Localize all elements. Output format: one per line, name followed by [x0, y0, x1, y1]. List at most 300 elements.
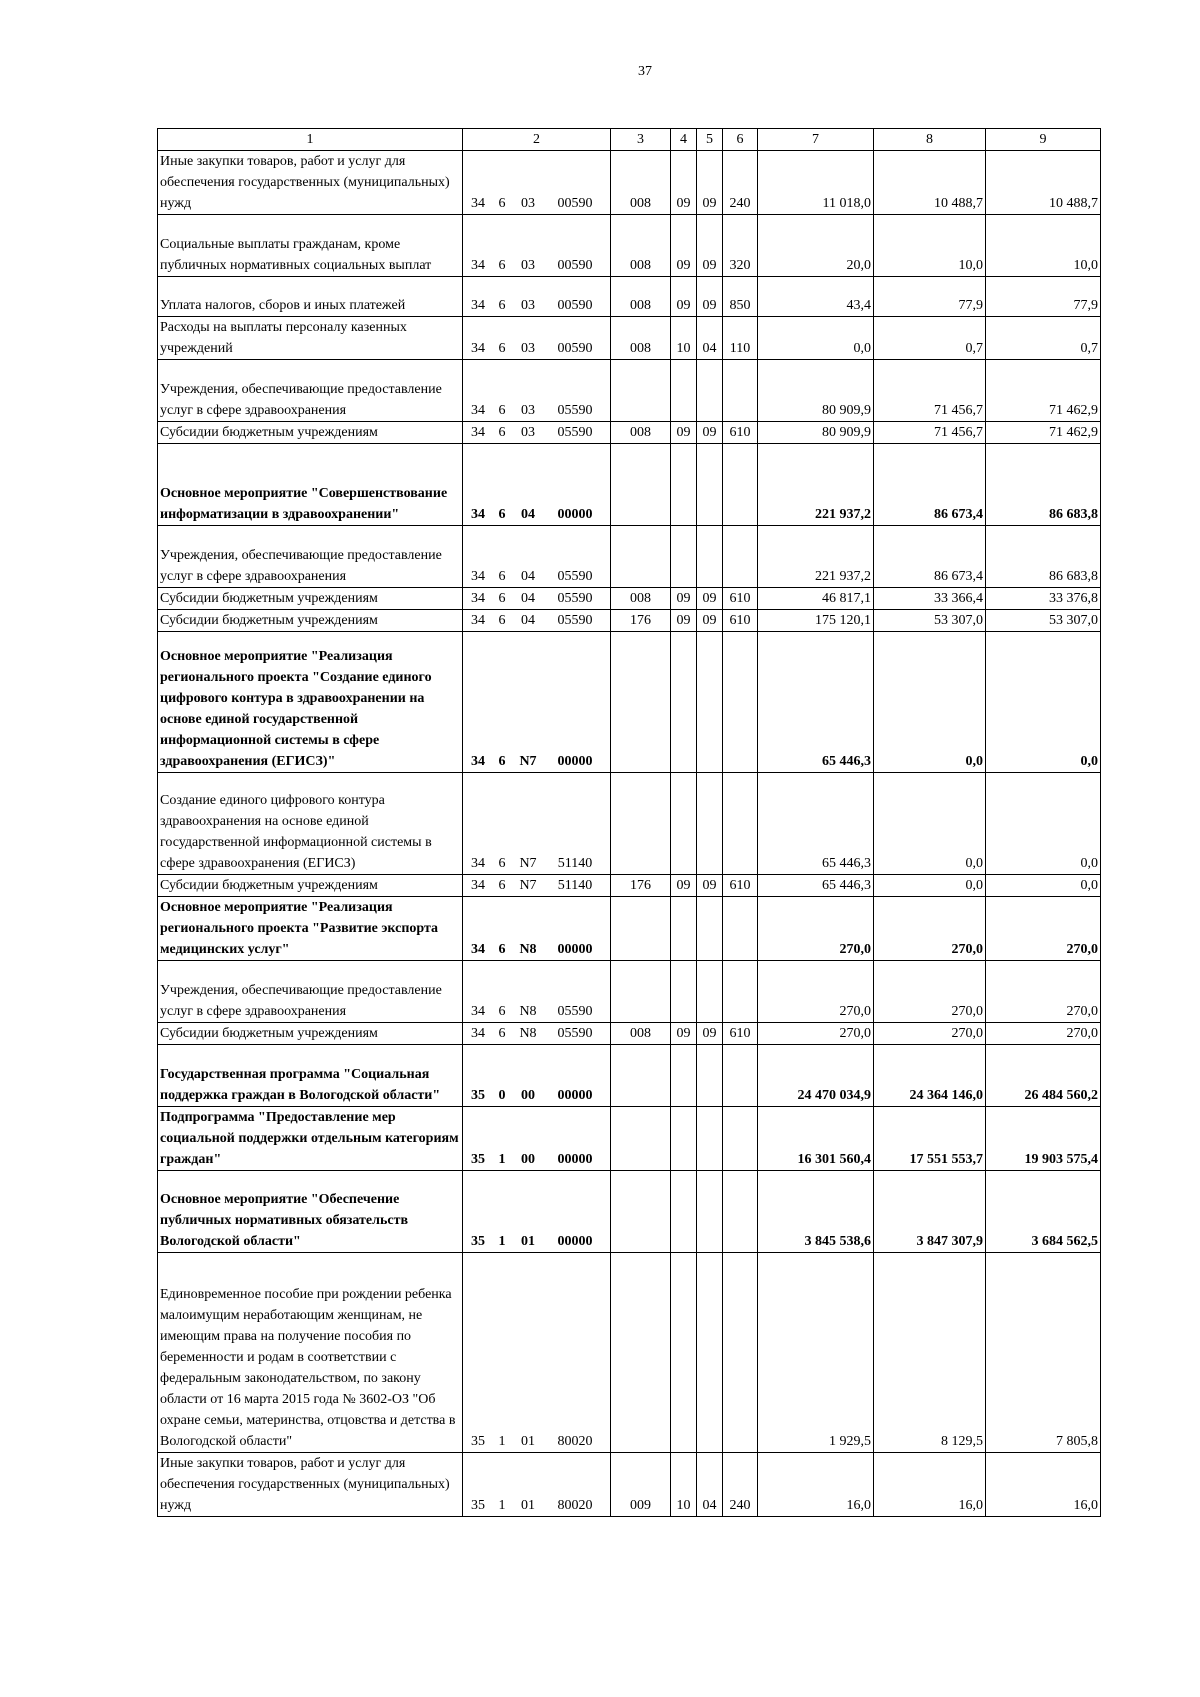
budget-code-cell [463, 588, 611, 610]
row-name-cell: Учреждения, обеспечивающие предоставление услуг в сфере здравоохранения [158, 526, 463, 588]
table-row [158, 773, 1101, 875]
code-segment: 01 [521, 1434, 535, 1449]
amount-cell-7: 46 817,1 [758, 588, 874, 610]
subsection-cell [697, 961, 723, 1023]
section-cell: 10 [671, 317, 697, 360]
subsection-cell: 09 [697, 277, 723, 317]
code-segment: 34 [471, 1026, 485, 1041]
section-cell: 09 [671, 151, 697, 215]
amount-cell-8: 270,0 [874, 1023, 986, 1045]
row-name-cell: Единовременное пособие при рождении ребенка малоимущим неработающим женщинам, не имеющим права на получение пособия по беременности и родам в соответствии с федеральным законодательством, по закону области от 16 марта 2015 года № 3602-ОЗ "Об охране семьи, материнства, отцовства и детства в Вологодской области" [158, 1253, 463, 1453]
table-row [158, 961, 1101, 1023]
code-segment: 51140 [557, 856, 593, 871]
subsection-cell [697, 632, 723, 773]
code-segment: 6 [498, 942, 506, 957]
amount-cell-7: 270,0 [758, 897, 874, 961]
department-cell: 008 [611, 1023, 671, 1045]
code-segment: 00000 [557, 754, 593, 769]
budget-code-cell [463, 610, 611, 632]
subsection-cell [697, 526, 723, 588]
code-segment: 05590 [557, 591, 593, 606]
amount-cell-7: 175 120,1 [758, 610, 874, 632]
section-cell [671, 1107, 697, 1171]
amount-cell-8: 8 129,5 [874, 1253, 986, 1453]
row-name-cell: Субсидии бюджетным учреждениям [158, 875, 463, 897]
amount-cell-8: 0,0 [874, 875, 986, 897]
code-segment: 03 [521, 341, 535, 356]
code-segment: 35 [471, 1498, 485, 1513]
row-name-cell: Иные закупки товаров, работ и услуг для обеспечения государственных (муниципальных) нужд [158, 1453, 463, 1517]
code-segment: 6 [498, 298, 506, 313]
department-cell: 008 [611, 317, 671, 360]
amount-cell-9: 77,9 [986, 277, 1101, 317]
code-segment: 00000 [557, 1088, 593, 1103]
table-row [158, 1107, 1101, 1171]
subsection-cell [697, 1107, 723, 1171]
amount-cell-7: 16 301 560,4 [758, 1107, 874, 1171]
row-name-cell: Субсидии бюджетным учреждениям [158, 422, 463, 444]
department-cell [611, 360, 671, 422]
section-cell [671, 444, 697, 526]
department-cell [611, 961, 671, 1023]
code-segment: 0 [498, 1088, 506, 1103]
code-segment: 00000 [557, 507, 593, 522]
code-segment: 80020 [557, 1498, 593, 1513]
amount-cell-8: 24 364 146,0 [874, 1045, 986, 1107]
code-segment: 00590 [557, 258, 593, 273]
subsection-cell [697, 1045, 723, 1107]
amount-cell-7: 43,4 [758, 277, 874, 317]
row-name-cell: Уплата налогов, сборов и иных платежей [158, 277, 463, 317]
code-segment: 6 [498, 1004, 506, 1019]
section-cell: 09 [671, 875, 697, 897]
subsection-cell: 04 [697, 1453, 723, 1517]
expense-type-cell [723, 1171, 758, 1253]
budget-code-cell [463, 317, 611, 360]
amount-cell-7: 1 929,5 [758, 1253, 874, 1453]
column-header: 4 [671, 129, 697, 151]
table-row [158, 1171, 1101, 1253]
section-cell [671, 360, 697, 422]
code-segment: 35 [471, 1234, 485, 1249]
table-row [158, 422, 1101, 444]
amount-cell-7: 270,0 [758, 1023, 874, 1045]
row-name-cell: Учреждения, обеспечивающие предоставление услуг в сфере здравоохранения [158, 360, 463, 422]
amount-cell-7: 11 018,0 [758, 151, 874, 215]
budget-code-cell [463, 360, 611, 422]
code-segment: 6 [498, 196, 506, 211]
expense-type-cell: 110 [723, 317, 758, 360]
amount-cell-8: 3 847 307,9 [874, 1171, 986, 1253]
code-segment: N8 [519, 942, 537, 957]
amount-cell-8: 86 673,4 [874, 526, 986, 588]
section-cell: 10 [671, 1453, 697, 1517]
table-row [158, 610, 1101, 632]
amount-cell-9: 26 484 560,2 [986, 1045, 1101, 1107]
subsection-cell: 09 [697, 610, 723, 632]
code-segment: 05590 [557, 569, 593, 584]
amount-cell-9: 86 683,8 [986, 526, 1101, 588]
subsection-cell: 09 [697, 422, 723, 444]
code-segment: 34 [471, 298, 485, 313]
code-segment: N8 [519, 1026, 537, 1041]
code-segment: 35 [471, 1088, 485, 1103]
budget-code-cell [463, 215, 611, 277]
table-row [158, 444, 1101, 526]
code-segment: 6 [498, 878, 506, 893]
table-row [158, 897, 1101, 961]
code-segment: 6 [498, 507, 506, 522]
amount-cell-9: 0,0 [986, 773, 1101, 875]
code-segment: 34 [471, 569, 485, 584]
table-row [158, 526, 1101, 588]
code-segment: 00590 [557, 298, 593, 313]
code-segment: 6 [498, 403, 506, 418]
budget-code-cell [463, 961, 611, 1023]
amount-cell-9: 10 488,7 [986, 151, 1101, 215]
code-segment: 01 [521, 1234, 535, 1249]
department-cell [611, 526, 671, 588]
amount-cell-8: 71 456,7 [874, 422, 986, 444]
code-segment: 34 [471, 341, 485, 356]
row-name-cell: Основное мероприятие "Реализация регионального проекта "Развитие экспорта медицинских услуг" [158, 897, 463, 961]
code-segment: 00 [521, 1152, 535, 1167]
row-name-cell: Расходы на выплаты персоналу казенных учреждений [158, 317, 463, 360]
code-segment: 34 [471, 507, 485, 522]
code-segment: 34 [471, 258, 485, 273]
department-cell [611, 897, 671, 961]
expense-type-cell [723, 444, 758, 526]
code-segment: 1 [498, 1434, 506, 1449]
subsection-cell [697, 897, 723, 961]
budget-code-cell [463, 444, 611, 526]
expense-type-cell [723, 360, 758, 422]
column-header: 5 [697, 129, 723, 151]
code-segment: 03 [521, 425, 535, 440]
expense-type-cell: 240 [723, 151, 758, 215]
expense-type-cell: 610 [723, 422, 758, 444]
amount-cell-7: 80 909,9 [758, 422, 874, 444]
code-segment: 34 [471, 856, 485, 871]
amount-cell-9: 270,0 [986, 897, 1101, 961]
amount-cell-9: 7 805,8 [986, 1253, 1101, 1453]
department-cell [611, 632, 671, 773]
amount-cell-7: 65 446,3 [758, 773, 874, 875]
table-row [158, 277, 1101, 317]
code-segment: 80020 [557, 1434, 593, 1449]
table-row [158, 317, 1101, 360]
table-row [158, 215, 1101, 277]
section-cell [671, 526, 697, 588]
code-segment: 34 [471, 754, 485, 769]
expense-type-cell [723, 1045, 758, 1107]
code-segment: 03 [521, 298, 535, 313]
column-header: 7 [758, 129, 874, 151]
department-cell [611, 444, 671, 526]
section-cell [671, 773, 697, 875]
amount-cell-9: 0,7 [986, 317, 1101, 360]
expense-type-cell: 610 [723, 875, 758, 897]
subsection-cell [697, 360, 723, 422]
section-cell [671, 961, 697, 1023]
expense-type-cell [723, 1253, 758, 1453]
table-row [158, 151, 1101, 215]
amount-cell-7: 16,0 [758, 1453, 874, 1517]
amount-cell-7: 80 909,9 [758, 360, 874, 422]
subsection-cell [697, 1253, 723, 1453]
row-name-cell: Социальные выплаты гражданам, кроме публичных нормативных социальных выплат [158, 215, 463, 277]
table-row [158, 1253, 1101, 1453]
code-segment: 34 [471, 613, 485, 628]
code-segment: 6 [498, 591, 506, 606]
table-row [158, 1023, 1101, 1045]
budget-code-cell [463, 1045, 611, 1107]
page-number: 37 [638, 64, 652, 79]
code-segment: 00000 [557, 942, 593, 957]
amount-cell-9: 71 462,9 [986, 422, 1101, 444]
code-segment: 1 [498, 1234, 506, 1249]
code-segment: 05590 [557, 1004, 593, 1019]
amount-cell-8: 0,7 [874, 317, 986, 360]
row-name-cell: Иные закупки товаров, работ и услуг для обеспечения государственных (муниципальных) нужд [158, 151, 463, 215]
budget-code-cell [463, 897, 611, 961]
amount-cell-8: 33 366,4 [874, 588, 986, 610]
amount-cell-8: 71 456,7 [874, 360, 986, 422]
amount-cell-8: 17 551 553,7 [874, 1107, 986, 1171]
subsection-cell [697, 444, 723, 526]
amount-cell-9: 270,0 [986, 1023, 1101, 1045]
code-segment: N7 [519, 856, 537, 871]
code-segment: 1 [498, 1152, 506, 1167]
amount-cell-9: 86 683,8 [986, 444, 1101, 526]
column-header: 9 [986, 129, 1101, 151]
row-name-cell: Субсидии бюджетным учреждениям [158, 610, 463, 632]
department-cell [611, 773, 671, 875]
amount-cell-9: 270,0 [986, 961, 1101, 1023]
amount-cell-7: 0,0 [758, 317, 874, 360]
amount-cell-8: 10,0 [874, 215, 986, 277]
section-cell: 09 [671, 1023, 697, 1045]
amount-cell-7: 65 446,3 [758, 632, 874, 773]
expense-type-cell: 610 [723, 610, 758, 632]
code-segment: 34 [471, 425, 485, 440]
amount-cell-8: 270,0 [874, 897, 986, 961]
expense-type-cell: 610 [723, 1023, 758, 1045]
amount-cell-9: 3 684 562,5 [986, 1171, 1101, 1253]
budget-code-cell [463, 875, 611, 897]
row-name-cell: Создание единого цифрового контура здравоохранения на основе единой государственной информационной системы в сфере здравоохранения (ЕГИСЗ) [158, 773, 463, 875]
table-row [158, 632, 1101, 773]
expense-type-cell: 610 [723, 588, 758, 610]
department-cell: 008 [611, 277, 671, 317]
amount-cell-7: 221 937,2 [758, 526, 874, 588]
amount-cell-8: 77,9 [874, 277, 986, 317]
budget-code-cell [463, 422, 611, 444]
code-segment: 05590 [557, 425, 593, 440]
table-row [158, 588, 1101, 610]
department-cell: 008 [611, 151, 671, 215]
amount-cell-8: 0,0 [874, 773, 986, 875]
department-cell: 008 [611, 588, 671, 610]
amount-cell-8: 0,0 [874, 632, 986, 773]
code-segment: 6 [498, 613, 506, 628]
amount-cell-7: 221 937,2 [758, 444, 874, 526]
column-header: 1 [158, 129, 463, 151]
section-cell: 09 [671, 588, 697, 610]
code-segment: N8 [519, 1004, 537, 1019]
amount-cell-8: 86 673,4 [874, 444, 986, 526]
budget-code-cell [463, 1023, 611, 1045]
code-segment: 6 [498, 569, 506, 584]
expense-type-cell: 850 [723, 277, 758, 317]
code-segment: 01 [521, 1498, 535, 1513]
department-cell: 009 [611, 1453, 671, 1517]
column-header: 6 [723, 129, 758, 151]
code-segment: 00000 [557, 1234, 593, 1249]
code-segment: 04 [521, 613, 535, 628]
budget-code-cell [463, 1171, 611, 1253]
row-name-cell: Основное мероприятие "Совершенствование информатизации в здравоохранении" [158, 444, 463, 526]
amount-cell-9: 16,0 [986, 1453, 1101, 1517]
code-segment: 35 [471, 1152, 485, 1167]
subsection-cell [697, 1171, 723, 1253]
code-segment: N7 [519, 878, 537, 893]
table-row [158, 360, 1101, 422]
budget-code-cell [463, 277, 611, 317]
code-segment: 00590 [557, 196, 593, 211]
department-cell [611, 1253, 671, 1453]
amount-cell-7: 20,0 [758, 215, 874, 277]
code-segment: 35 [471, 1434, 485, 1449]
code-segment: 00590 [557, 341, 593, 356]
section-cell [671, 1045, 697, 1107]
code-segment: 03 [521, 403, 535, 418]
department-cell: 008 [611, 215, 671, 277]
table-header-row [158, 129, 1101, 151]
expense-type-cell: 240 [723, 1453, 758, 1517]
subsection-cell: 09 [697, 588, 723, 610]
budget-table [157, 128, 1101, 1517]
code-segment: 6 [498, 856, 506, 871]
subsection-cell: 04 [697, 317, 723, 360]
amount-cell-8: 53 307,0 [874, 610, 986, 632]
section-cell [671, 897, 697, 961]
row-name-cell: Основное мероприятие "Обеспечение публичных нормативных обязательств Вологодской области" [158, 1171, 463, 1253]
budget-code-cell [463, 1453, 611, 1517]
expense-type-cell [723, 632, 758, 773]
code-segment: 1 [498, 1498, 506, 1513]
row-name-cell: Подпрограмма "Предоставление мер социальной поддержки отдельным категориям граждан" [158, 1107, 463, 1171]
code-segment: 04 [521, 591, 535, 606]
amount-cell-7: 3 845 538,6 [758, 1171, 874, 1253]
budget-code-cell [463, 151, 611, 215]
code-segment: 34 [471, 942, 485, 957]
code-segment: 05590 [557, 613, 593, 628]
section-cell [671, 1253, 697, 1453]
code-segment: 04 [521, 507, 535, 522]
code-segment: 00000 [557, 1152, 593, 1167]
section-cell: 09 [671, 277, 697, 317]
budget-code-cell [463, 632, 611, 773]
amount-cell-9: 0,0 [986, 632, 1101, 773]
code-segment: N7 [519, 754, 537, 769]
column-header: 3 [611, 129, 671, 151]
row-name-cell: Субсидии бюджетным учреждениям [158, 1023, 463, 1045]
table-row [158, 1045, 1101, 1107]
budget-code-cell [463, 1107, 611, 1171]
code-segment: 00 [521, 1088, 535, 1103]
amount-cell-9: 33 376,8 [986, 588, 1101, 610]
expense-type-cell [723, 961, 758, 1023]
row-name-cell: Основное мероприятие "Реализация регионального проекта "Создание единого цифрового контура в здравоохранении на основе единой государственной информационной системы в сфере здравоохранения (ЕГИСЗ)" [158, 632, 463, 773]
amount-cell-8: 10 488,7 [874, 151, 986, 215]
budget-code-cell [463, 526, 611, 588]
amount-cell-7: 65 446,3 [758, 875, 874, 897]
code-segment: 04 [521, 569, 535, 584]
department-cell: 176 [611, 875, 671, 897]
expense-type-cell [723, 773, 758, 875]
department-cell [611, 1171, 671, 1253]
subsection-cell: 09 [697, 875, 723, 897]
amount-cell-8: 16,0 [874, 1453, 986, 1517]
section-cell [671, 1171, 697, 1253]
subsection-cell: 09 [697, 215, 723, 277]
expense-type-cell [723, 1107, 758, 1171]
table-row [158, 1453, 1101, 1517]
code-segment: 34 [471, 878, 485, 893]
department-cell: 008 [611, 422, 671, 444]
code-segment: 03 [521, 196, 535, 211]
amount-cell-9: 10,0 [986, 215, 1101, 277]
code-segment: 6 [498, 1026, 506, 1041]
row-name-cell: Государственная программа "Социальная поддержка граждан в Вологодской области" [158, 1045, 463, 1107]
row-name-cell: Субсидии бюджетным учреждениям [158, 588, 463, 610]
subsection-cell: 09 [697, 1023, 723, 1045]
amount-cell-9: 0,0 [986, 875, 1101, 897]
budget-code-cell [463, 1253, 611, 1453]
amount-cell-9: 19 903 575,4 [986, 1107, 1101, 1171]
row-name-cell: Учреждения, обеспечивающие предоставление услуг в сфере здравоохранения [158, 961, 463, 1023]
department-cell [611, 1045, 671, 1107]
code-segment: 34 [471, 591, 485, 606]
amount-cell-7: 270,0 [758, 961, 874, 1023]
amount-cell-9: 53 307,0 [986, 610, 1101, 632]
amount-cell-9: 71 462,9 [986, 360, 1101, 422]
expense-type-cell [723, 897, 758, 961]
expense-type-cell [723, 526, 758, 588]
code-segment: 6 [498, 341, 506, 356]
code-segment: 34 [471, 1004, 485, 1019]
section-cell: 09 [671, 610, 697, 632]
subsection-cell: 09 [697, 151, 723, 215]
code-segment: 6 [498, 754, 506, 769]
department-cell: 176 [611, 610, 671, 632]
amount-cell-7: 24 470 034,9 [758, 1045, 874, 1107]
code-segment: 34 [471, 196, 485, 211]
table-row [158, 875, 1101, 897]
code-segment: 6 [498, 425, 506, 440]
column-header: 8 [874, 129, 986, 151]
code-segment: 51140 [557, 878, 593, 893]
section-cell: 09 [671, 422, 697, 444]
code-segment: 6 [498, 258, 506, 273]
code-segment: 03 [521, 258, 535, 273]
code-segment: 34 [471, 403, 485, 418]
code-segment: 05590 [557, 1026, 593, 1041]
department-cell [611, 1107, 671, 1171]
amount-cell-8: 270,0 [874, 961, 986, 1023]
budget-code-cell [463, 773, 611, 875]
